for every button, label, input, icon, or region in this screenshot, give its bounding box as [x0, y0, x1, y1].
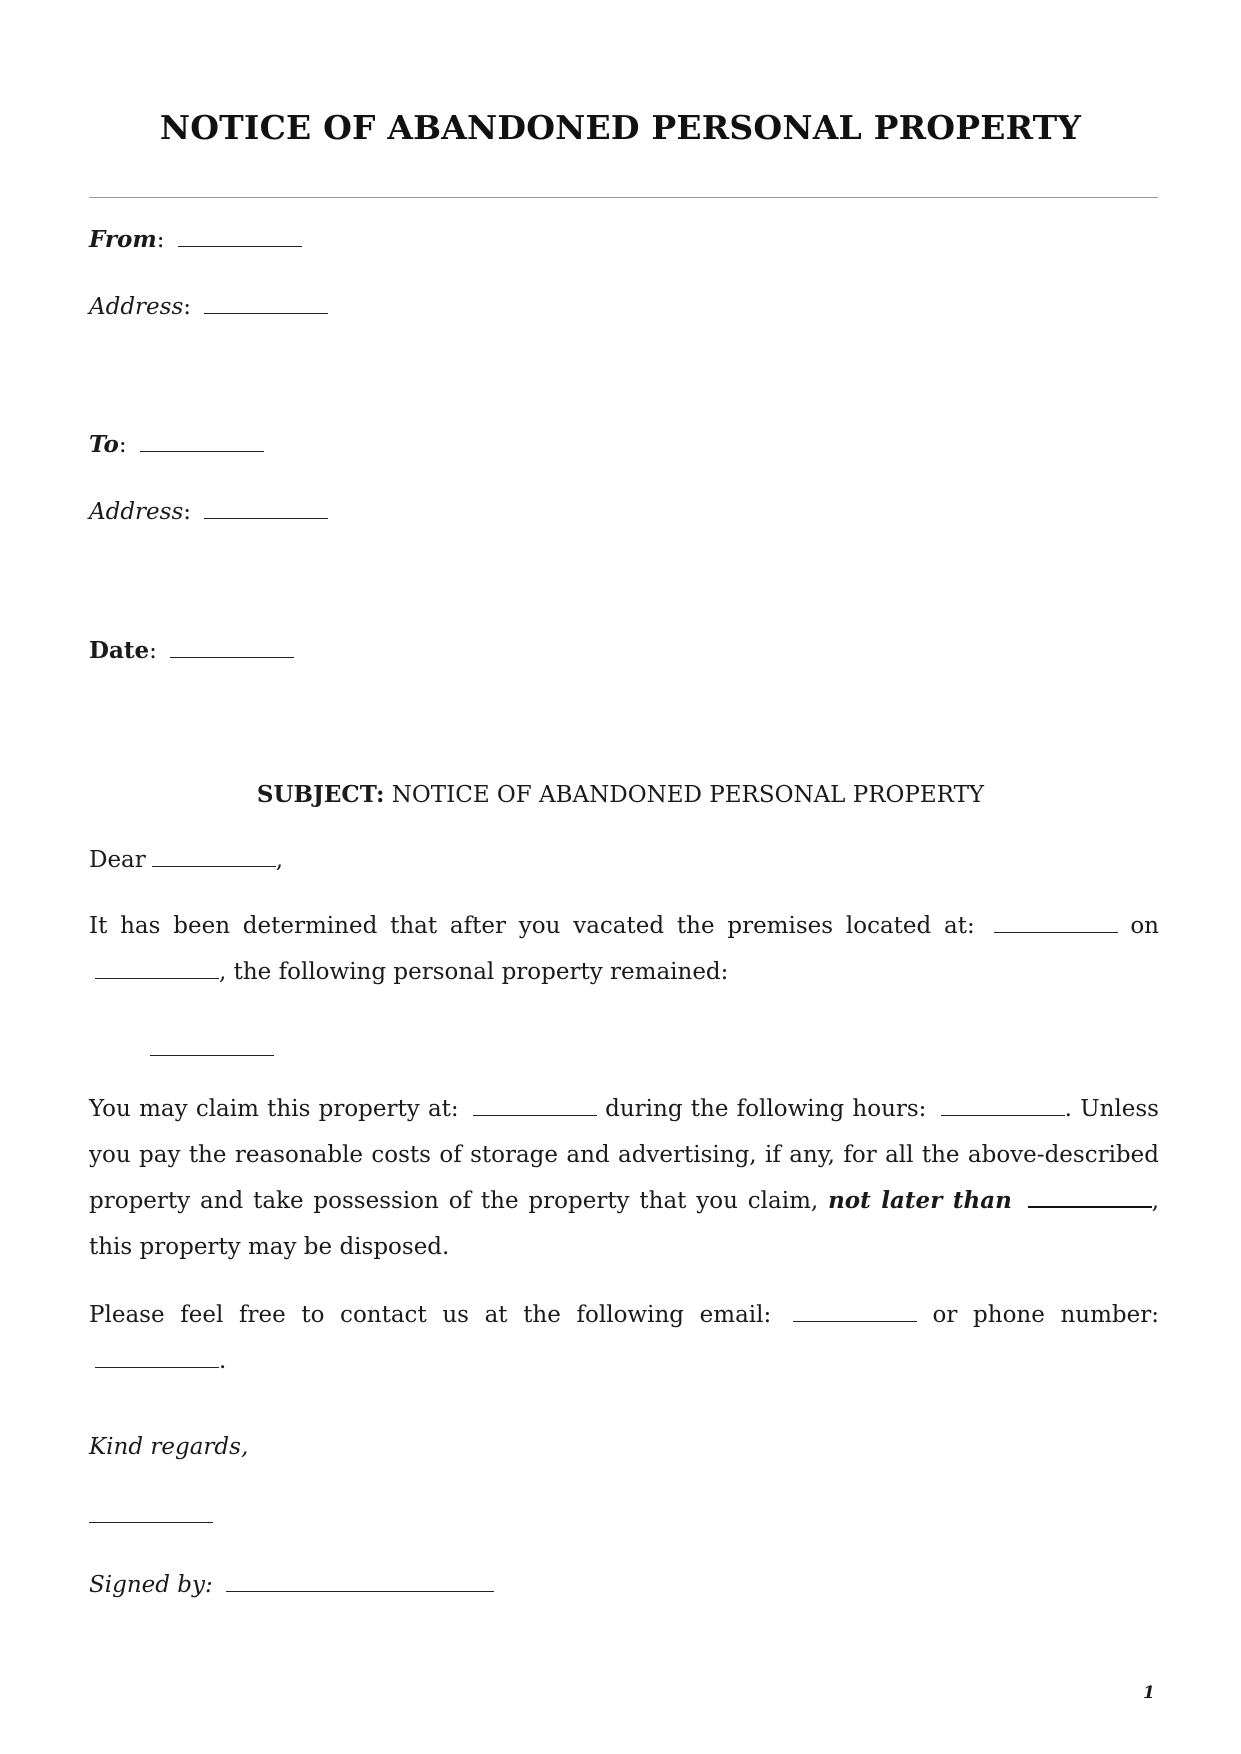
- signed-by-blank[interactable]: [226, 1590, 494, 1592]
- greeting-comma: ,: [275, 847, 284, 873]
- phone-blank[interactable]: [95, 1366, 219, 1368]
- from-address-label: Address: [89, 294, 184, 320]
- paragraph-claim: [89, 1086, 1159, 1270]
- para1-part3: , the following personal property remained:: [219, 959, 729, 985]
- signature-line: [89, 1505, 213, 1528]
- recipient-blank[interactable]: [152, 865, 276, 867]
- paragraph-contact: [89, 1292, 1159, 1384]
- to-address-field: [89, 501, 328, 524]
- para2-part4: , this property may be disposed.: [89, 1188, 1160, 1260]
- signature-blank[interactable]: [89, 1521, 213, 1523]
- deadline-emphasis: not later than: [828, 1187, 1012, 1214]
- from-address-blank[interactable]: [204, 312, 328, 314]
- page-number: 1: [1143, 1683, 1155, 1703]
- to-address-blank[interactable]: [204, 517, 328, 519]
- greeting: [89, 849, 283, 872]
- from-blank[interactable]: [178, 245, 302, 247]
- paragraph-premises: [89, 903, 1159, 995]
- signed-by-field: [89, 1574, 494, 1597]
- to-blank[interactable]: [140, 450, 264, 452]
- para3-part1: Please feel free to contact us at the following email:: [89, 1302, 772, 1328]
- from-address-field: [89, 296, 328, 319]
- deadline-blank[interactable]: [1028, 1205, 1152, 1208]
- to-colon: :: [118, 432, 127, 458]
- para3-part3: .: [219, 1348, 227, 1374]
- para3-part2: or phone number:: [916, 1302, 1160, 1328]
- date-field: [89, 639, 294, 663]
- subject-line: [0, 781, 1241, 808]
- signed-by-label: Signed by:: [89, 1572, 213, 1598]
- para2-part1: You may claim this property at:: [89, 1096, 459, 1122]
- premises-location-blank[interactable]: [994, 931, 1118, 933]
- property-description-blank[interactable]: [150, 1054, 274, 1056]
- date-colon: :: [149, 638, 157, 664]
- title-divider: [89, 197, 1158, 198]
- subject-label: SUBJECT:: [256, 781, 385, 808]
- para1-part2: on: [1117, 913, 1159, 939]
- from-label: From: [89, 226, 157, 253]
- para2-part3: . Unless you pay the reasonable costs of storage and advertising, if any, for all the above-described property and take possession of the property that you claim,: [89, 1096, 1159, 1214]
- email-blank[interactable]: [793, 1320, 917, 1322]
- property-list-item: [150, 1038, 274, 1061]
- date-blank[interactable]: [170, 656, 294, 658]
- to-address-label: Address: [89, 499, 184, 525]
- subject-text: NOTICE OF ABANDONED PERSONAL PROPERTY: [384, 782, 985, 808]
- to-field: [89, 433, 264, 457]
- from-address-colon: :: [183, 294, 192, 320]
- greeting-text: Dear: [89, 847, 146, 873]
- claim-hours-blank[interactable]: [941, 1114, 1065, 1116]
- from-field: [89, 228, 302, 252]
- closing: Kind regards,: [89, 1434, 249, 1460]
- document-title: NOTICE OF ABANDONED PERSONAL PROPERTY: [159, 108, 1082, 147]
- para1-part1: It has been determined that after you vacated the premises located at:: [89, 913, 975, 939]
- vacate-date-blank[interactable]: [95, 977, 219, 979]
- from-colon: :: [156, 227, 165, 253]
- to-label: To: [89, 431, 119, 458]
- claim-location-blank[interactable]: [473, 1114, 597, 1116]
- para2-part2: during the following hours:: [596, 1096, 927, 1122]
- date-label: Date: [89, 637, 150, 664]
- to-address-colon: :: [183, 499, 192, 525]
